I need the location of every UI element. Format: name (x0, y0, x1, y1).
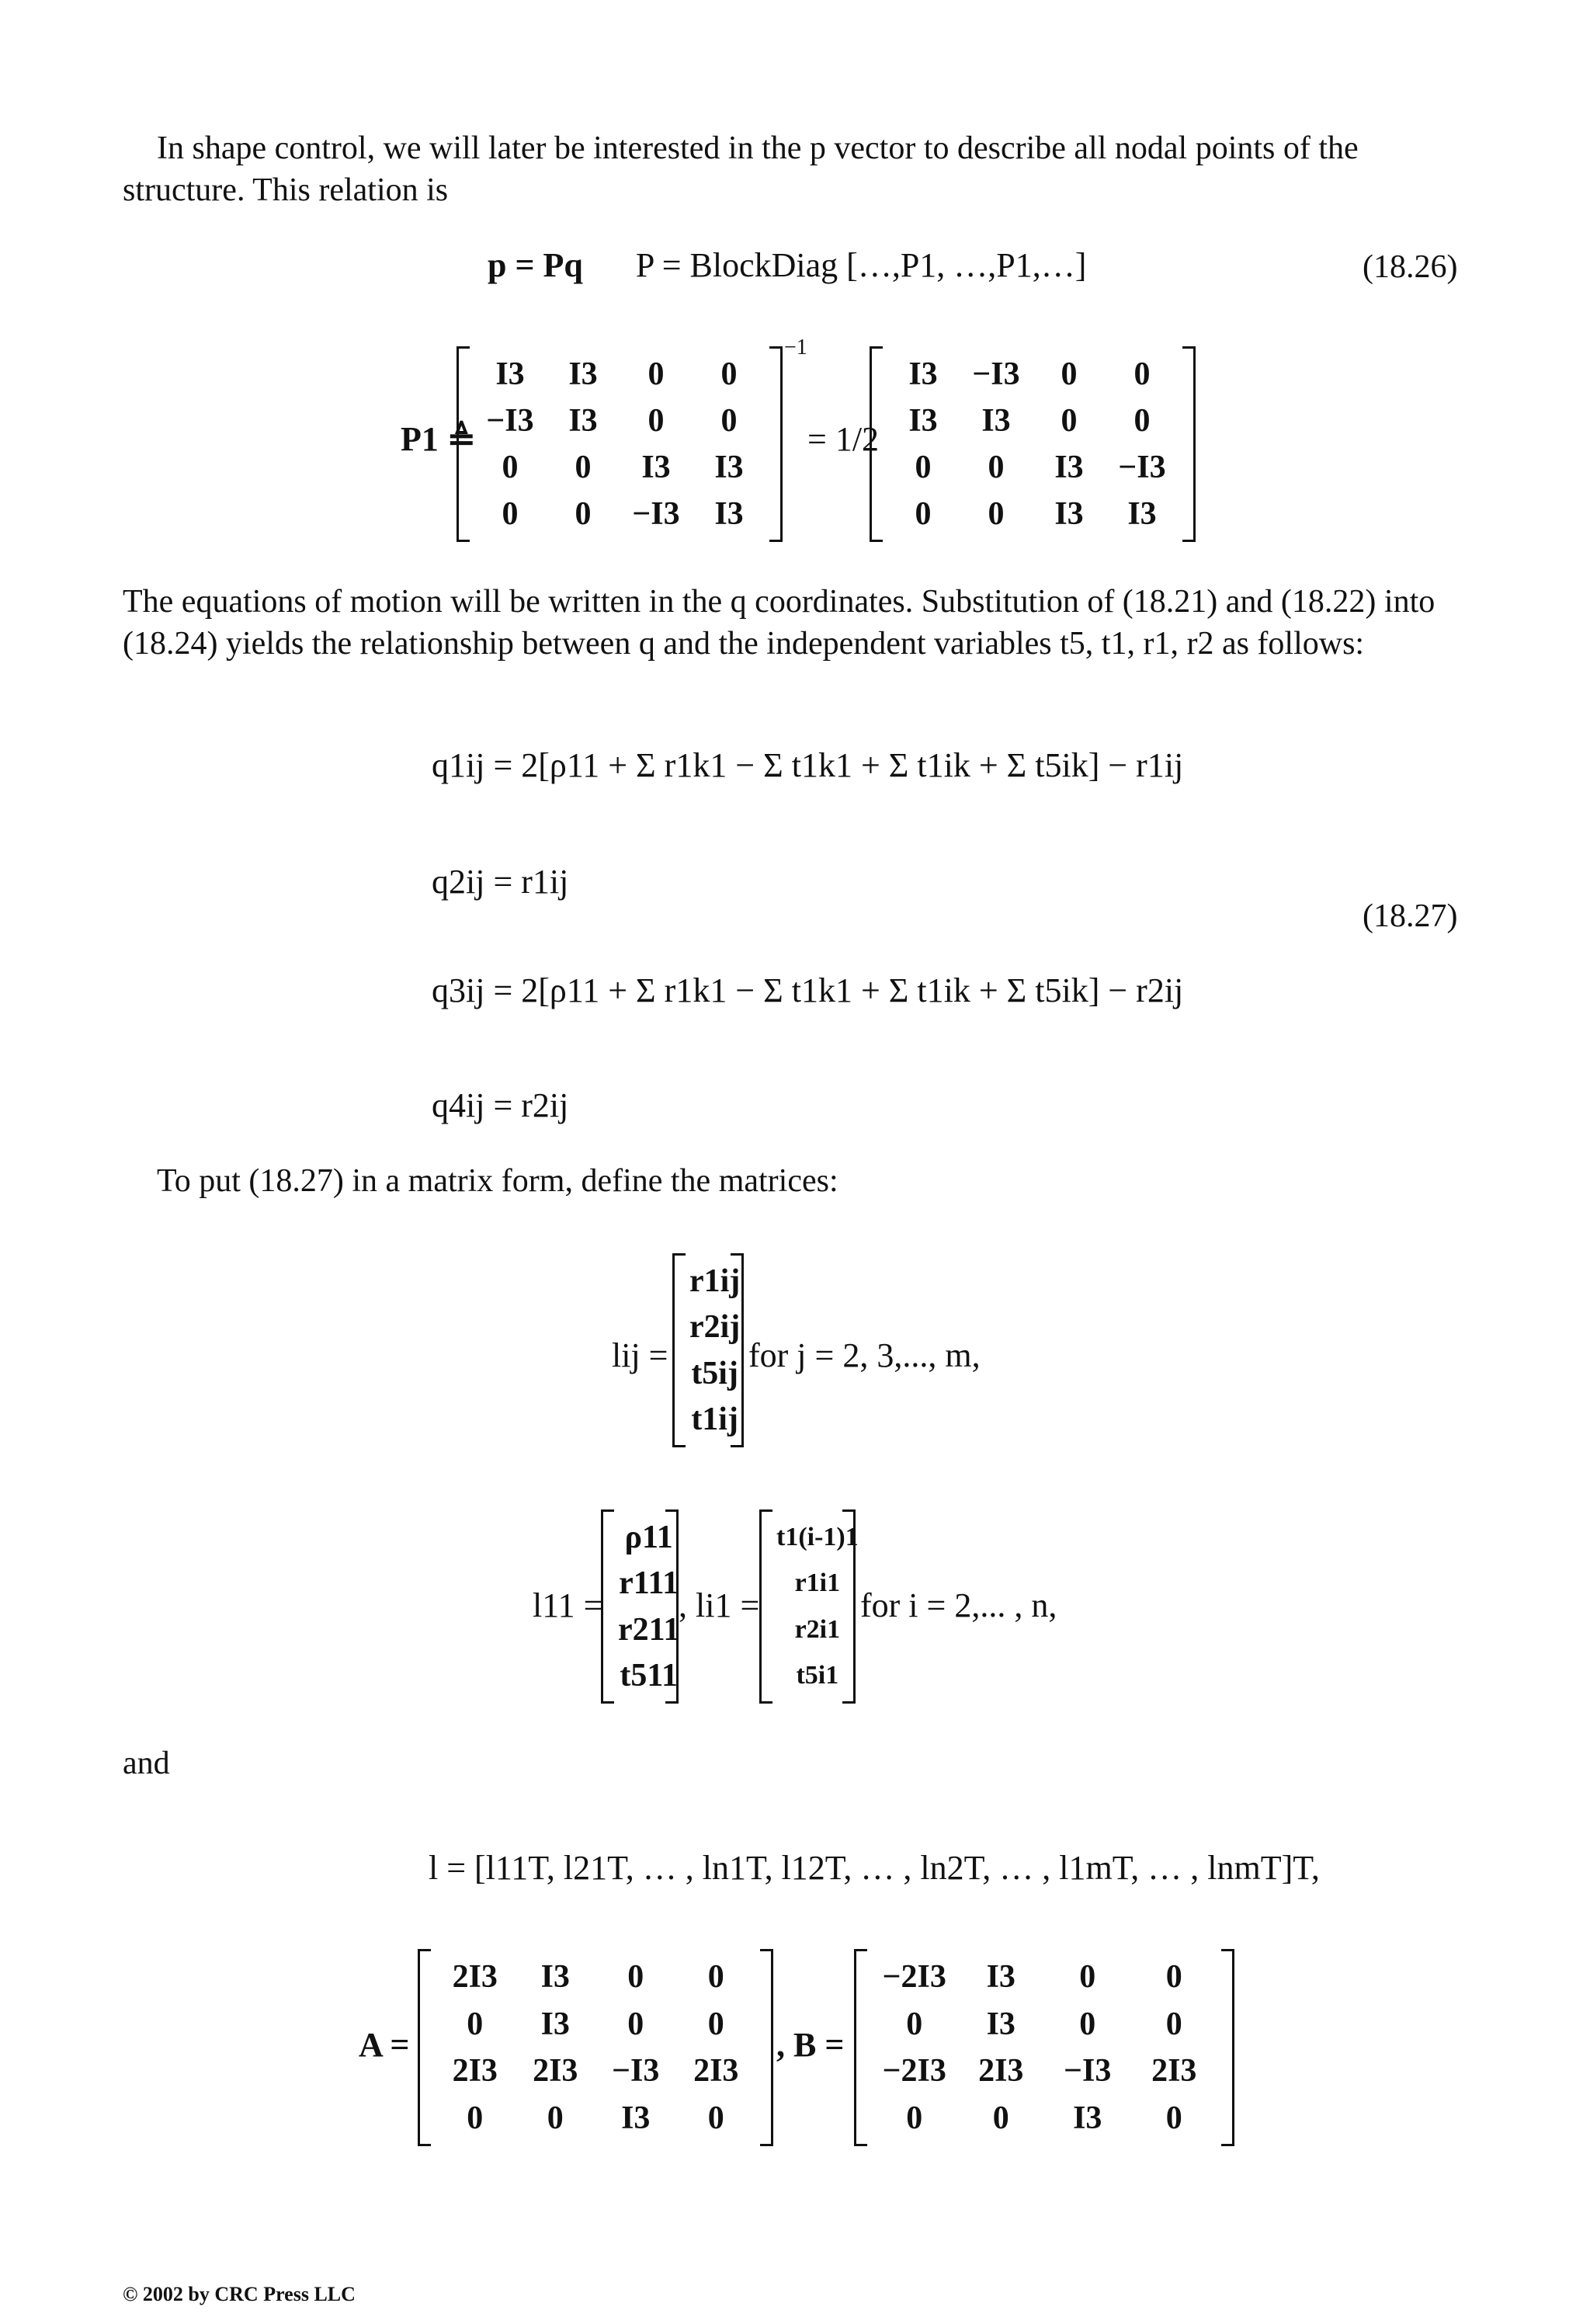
cell: r1ij (689, 1263, 741, 1299)
cell: 2I3 (452, 1959, 498, 1996)
p1-left-matrix (457, 346, 783, 542)
cell: 0 (988, 450, 1005, 485)
cell: 2I3 (533, 2053, 578, 2090)
eq-q4: q4ij = r2ij (432, 1086, 569, 1124)
p1-label: P1 ≜ (401, 420, 476, 458)
cell: −I3 (972, 356, 1020, 392)
cell: 0 (707, 2006, 724, 2042)
cell: 0 (1165, 2100, 1182, 2136)
cell: t1(i-1)1 (776, 1522, 859, 1551)
cell: I3 (986, 1959, 1015, 1996)
cell: 0 (575, 450, 592, 485)
eq-18-26 (488, 245, 1086, 285)
lij-condition: for j = 2, 3,..., m, (748, 1336, 981, 1374)
p1-left-cells (474, 351, 765, 537)
cell: 0 (988, 496, 1005, 532)
cell: I3 (1073, 2100, 1102, 2136)
l11-label: l11 = (533, 1586, 603, 1624)
cell: I3 (621, 2100, 651, 2136)
lij-cells (689, 1258, 741, 1443)
p1-right-matrix (870, 346, 1196, 542)
eq-18-27-number: (18.27) (1363, 898, 1458, 934)
cell: 0 (1133, 403, 1151, 439)
cell: 0 (1165, 1959, 1182, 1996)
para-equations-of-motion: The equations of motion will be written in the q coordinates. Substitution of (18.21) and (18.22) into (18.24) yields the relationship between q and the independent variables t5, t1, r1, r2 as follows: (123, 584, 1436, 662)
cell: 0 (647, 356, 665, 392)
cell: 0 (720, 356, 738, 392)
cell: r2ij (689, 1309, 741, 1346)
cell: 0 (1165, 2006, 1182, 2042)
cell: I3 (495, 356, 525, 392)
eq-q1: q1ij = 2[ρ11 + Σ r1k1 − Σ t1k1 + Σ t1ik + Σ t5ik] − r1ij (432, 746, 1184, 784)
p1-right-cells (887, 351, 1179, 537)
copyright: © 2002 by CRC Press LLC (123, 2283, 356, 2305)
cell: 0 (1061, 403, 1078, 439)
cell: 2I3 (452, 2053, 498, 2090)
cell: I3 (908, 356, 938, 392)
cell: 0 (575, 496, 592, 532)
cell: r211 (618, 1611, 680, 1648)
li1-cells (776, 1514, 859, 1699)
li1-condition: for i = 2,... , n, (860, 1586, 1057, 1624)
cell: −I3 (486, 403, 534, 439)
eq-18-26-lhs: p = Pq (488, 246, 583, 284)
lij-label: lij = (612, 1336, 668, 1374)
cell: 0 (906, 2100, 923, 2136)
para1-text: In shape control, we will later be interested in the p vector to describe all nodal points of the structure. This relation is (123, 130, 1359, 208)
cell: 0 (502, 450, 519, 485)
cell: −2I3 (882, 1959, 946, 1996)
cell: 0 (627, 2006, 644, 2042)
a-matrix-cells (435, 1954, 756, 2142)
cell: t5ij (691, 1355, 738, 1391)
cell: I3 (908, 403, 938, 439)
cell: I3 (1127, 496, 1157, 532)
para-intro (123, 127, 1470, 211)
p1-coefficient: = 1/2 (807, 420, 880, 458)
eq-18-26-number: (18.26) (1363, 249, 1458, 285)
cell: −I3 (612, 2053, 660, 2090)
cell: 0 (915, 496, 932, 532)
cell: ρ11 (624, 1519, 673, 1555)
li1-label: , li1 = (679, 1586, 760, 1624)
cell: −I3 (1118, 450, 1166, 485)
cell: 0 (647, 403, 665, 439)
cell: I3 (1054, 496, 1084, 532)
cell: 2I3 (978, 2053, 1024, 2090)
cell: t5i1 (796, 1661, 839, 1690)
cell: 0 (502, 496, 519, 532)
l11-vector (601, 1509, 679, 1704)
cell: I3 (986, 2006, 1015, 2042)
cell: 2I3 (1151, 2053, 1197, 2090)
cell: I3 (714, 496, 744, 532)
cell: 0 (707, 1959, 724, 1996)
and-text: and (123, 1746, 170, 1781)
cell: 0 (720, 403, 738, 439)
cell: 0 (547, 2100, 564, 2136)
cell: 0 (467, 2100, 484, 2136)
cell: r2i1 (794, 1614, 841, 1644)
para-matrix-form: To put (18.27) in a matrix form, define the matrices: (157, 1163, 838, 1199)
li1-vector (759, 1509, 859, 1704)
a-matrix (418, 1949, 773, 2146)
eq-q2: q2ij = r1ij (432, 863, 569, 901)
cell: 0 (992, 2100, 1009, 2136)
p1-inverse-exponent: −1 (784, 335, 807, 360)
cell: I3 (641, 450, 671, 485)
cell: 0 (1079, 2006, 1096, 2042)
cell: I3 (568, 403, 598, 439)
lij-vector (672, 1253, 744, 1447)
cell: I3 (1054, 450, 1084, 485)
cell: I3 (540, 2006, 570, 2042)
cell: −2I3 (882, 2053, 946, 2090)
a-label: A = (359, 2026, 410, 2064)
eq-18-26-rhs: P = BlockDiag […,P1, …,P1,…] (635, 246, 1087, 284)
cell: 0 (915, 450, 932, 485)
b-matrix (854, 1949, 1234, 2146)
cell: I3 (568, 356, 598, 392)
l-vector-equation: l = [l11T, l21T, … , ln1T, l12T, … , ln2T, … , l1mT, … , lnmT]T, (429, 1849, 1320, 1887)
cell: r111 (619, 1565, 679, 1602)
cell: 0 (906, 2006, 923, 2042)
b-matrix-cells (871, 1954, 1217, 2142)
cell: t511 (620, 1658, 678, 1694)
cell: 2I3 (693, 2053, 739, 2090)
cell: 0 (1133, 356, 1151, 392)
eq-q3: q3ij = 2[ρ11 + Σ r1k1 − Σ t1k1 + Σ t1ik + Σ t5ik] − r2ij (432, 971, 1184, 1009)
cell: 0 (627, 1959, 644, 1996)
cell: 0 (1079, 1959, 1096, 1996)
cell: I3 (981, 403, 1011, 439)
b-label: , B = (776, 2026, 845, 2064)
cell: 0 (1061, 356, 1078, 392)
cell: t1ij (691, 1402, 738, 1438)
cell: 0 (707, 2100, 724, 2136)
l11-cells (618, 1514, 680, 1699)
cell: −I3 (632, 496, 680, 532)
cell: I3 (540, 1959, 570, 1996)
cell: I3 (714, 450, 744, 485)
cell: 0 (467, 2006, 484, 2042)
cell: −I3 (1064, 2053, 1112, 2090)
cell: r1i1 (794, 1568, 841, 1598)
